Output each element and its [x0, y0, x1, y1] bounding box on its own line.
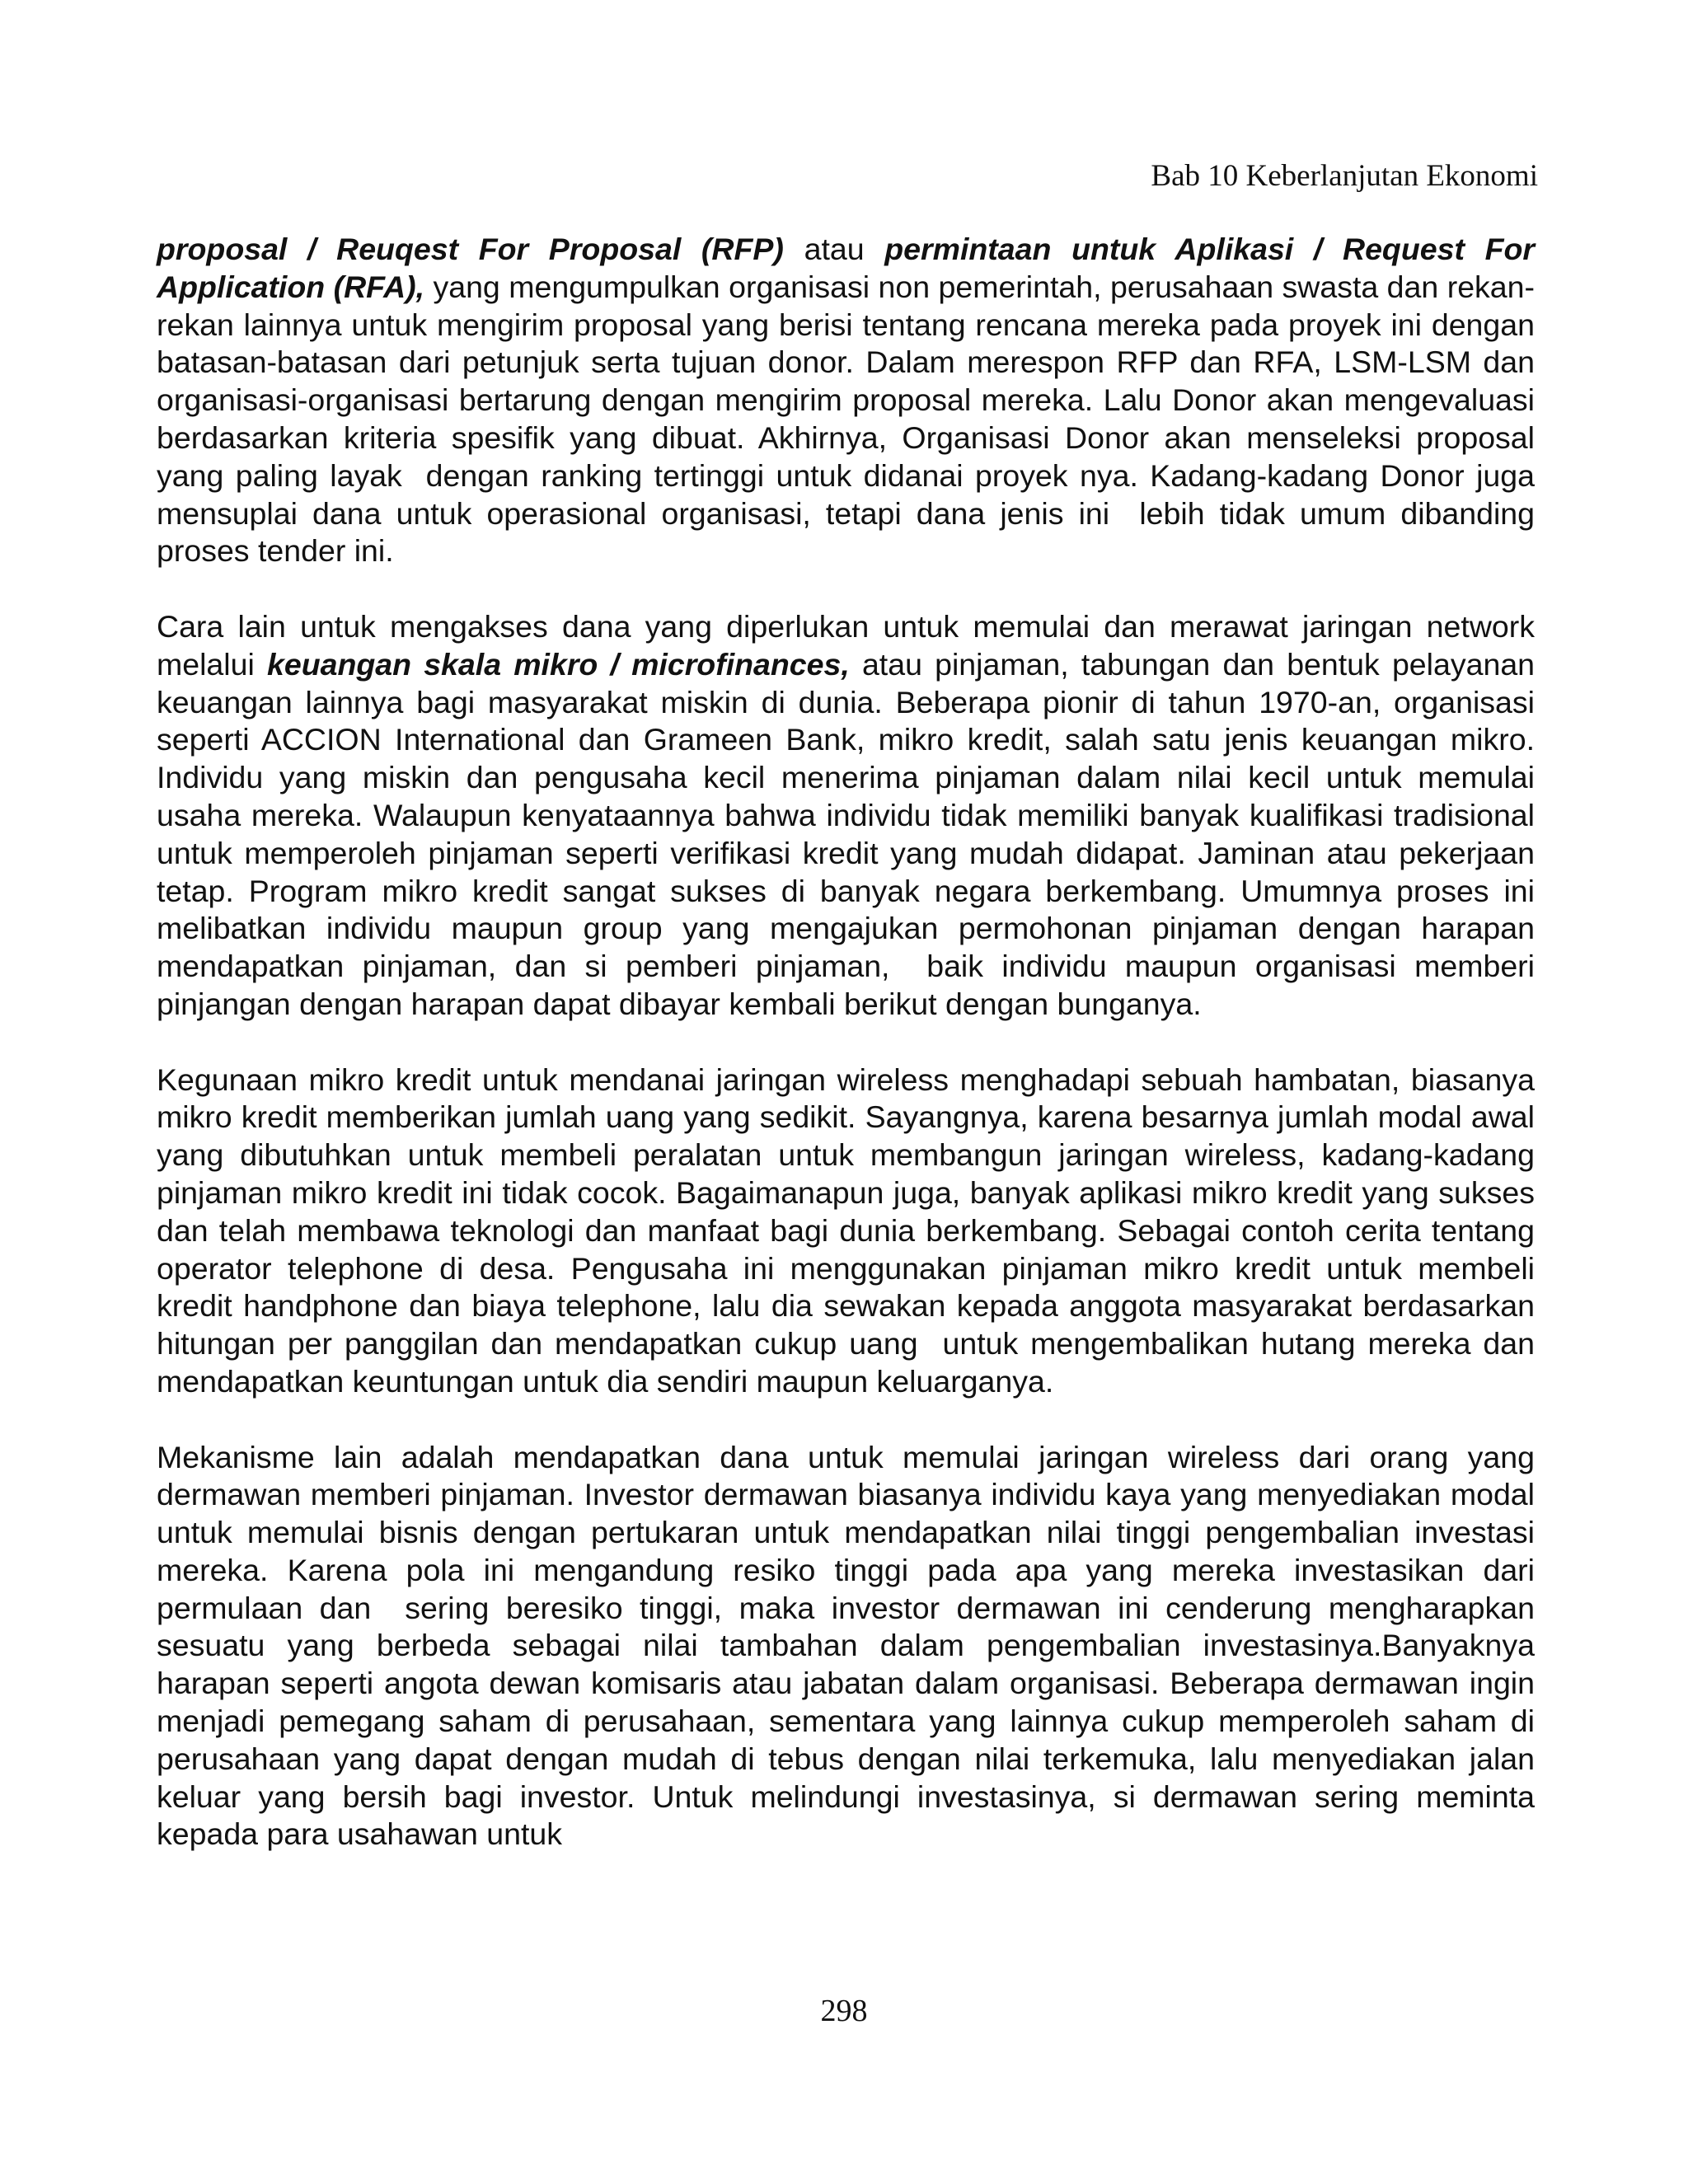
running-header: Bab 10 Keberlanjutan Ekonomi: [1151, 159, 1538, 193]
paragraph-text: atau: [783, 232, 885, 266]
paragraph-text: Kegunaan mikro kredit untuk mendanai jaringan wireless menghadapi sebuah hambatan, biasanya mikro kredit memberikan jumlah uang yang sedikit. Sayangnya, karena besarnya jumlah modal awal yang dibutuhkan untuk membeli peralatan untuk membangun jaringan wireless, kadang-kadang pinjaman mikro kredit ini tidak cocok. Bagaimanapun juga, banyak aplikasi mikro kredit yang sukses dan telah membawa teknologi dan manfaat bagi dunia berkembang. Sebagai contoh cerita tentang operator telephone di desa. Pengusaha ini menggunakan pinjaman mikro kredit untuk membeli kredit handphone dan biaya telephone, lalu dia sewakan kepada anggota masyarakat berdasarkan hitungan per panggilan dan mendapatkan cukup uang untuk mengembalikan hutang mereka dan mendapatkan keuntungan untuk dia sendiri maupun keluarganya.: [157, 1062, 1544, 1399]
paragraph-microfinance: [157, 608, 1544, 1024]
term-rfp: proposal / Reuqest For Proposal (RFP): [157, 232, 784, 266]
term-rfa: permintaan untuk Aplikasi / Request For Application (RFA),: [157, 232, 1543, 304]
paragraph-micro-credit-usage: [157, 1062, 1544, 1401]
paragraph-angel-investor: [157, 1439, 1544, 1854]
paragraph-text: Cara lain untuk mengakses dana yang diperlukan untuk memulai dan merawat jaringan network melalui: [157, 608, 1544, 682]
page-number: 298: [820, 1994, 868, 2028]
paragraph-rfp-rfa: [157, 231, 1544, 570]
paragraph-text: yang mengumpulkan organisasi non pemerintah, perusahaan swasta dan rekan-rekan lainnya untuk mengirim proposal yang berisi tentang rencana mereka pada proyek ini dengan batasan-batasan dari petunjuk serta tujuan donor. Dalam merespon RFP dan RFA, LSM-LSM dan organisasi-organisasi bertarung dengan mengirim proposal mereka. Lalu Donor akan mengevaluasi berdasarkan kriteria spesifik yang dibuat. Akhirnya, Organisasi Donor akan menseleksi proposal yang paling layak dengan ranking tertinggi untuk didanai proyek nya. Kadang-kadang Donor juga mensuplai dana untuk operasional organisasi, tetapi dana jenis ini lebih tidak umum dibanding proses tender ini.: [157, 269, 1544, 569]
paragraph-text: Mekanisme lain adalah mendapatkan dana untuk memulai jaringan wireless dari orang yang dermawan memberi pinjaman. Investor dermawan biasanya individu kaya yang menyediakan modal untuk memulai bisnis dengan pertukaran untuk mendapatkan nilai tinggi pengembalian investasi mereka. Karena pola ini mengandung resiko tinggi pada apa yang mereka investasikan dari permulaan dan sering beresiko tinggi, maka investor dermawan ini cenderung mengharapkan sesuatu yang berbeda sebagai nilai tambahan dalam pengembalian investasinya.Banyaknya harapan seperti angota dewan komisaris atau jabatan dalam organisasi. Beberapa dermawan ingin menjadi pemegang saham di perusahaan, sementara yang lainnya cukup memperoleh saham di perusahaan yang dapat dengan mudah di tebus dengan nilai terkemuka, lalu menyediakan jalan keluar yang bersih bagi investor. Untuk melindungi investasinya, si dermawan sering meminta kepada para usahawan untuk: [157, 1439, 1544, 1852]
body-text: [157, 231, 1544, 1854]
term-microfinance: keuangan skala mikro / microfinances,: [266, 646, 850, 682]
paragraph-text: atau pinjaman, tabungan dan bentuk pelayanan keuangan lainnya bagi masyarakat miskin di dunia. Beberapa pionir di tahun 1970-an, organisasi seperti ACCION International dan Grameen Bank, mikro kredit, salah satu jenis keuangan mikro. Individu yang miskin dan pengusaha kecil menerima pinjaman dalam nilai kecil untuk memulai usaha mereka. Walaupun kenyataannya bahwa individu tidak memiliki banyak kualifikasi tradisional untuk memperoleh pinjaman seperti verifikasi kredit yang mudah didapat. Jaminan atau pekerjaan tetap. Program mikro kredit sangat sukses di banyak negara berkembang. Umumnya proses ini melibatkan individu maupun group yang mengajukan permohonan pinjaman dengan harapan mendapatkan pinjaman, dan si pemberi pinjaman, baik individu maupun organisasi memberi pinjangan dengan harapan dapat dibayar kembali berikut dengan bunganya.: [157, 646, 1544, 1021]
